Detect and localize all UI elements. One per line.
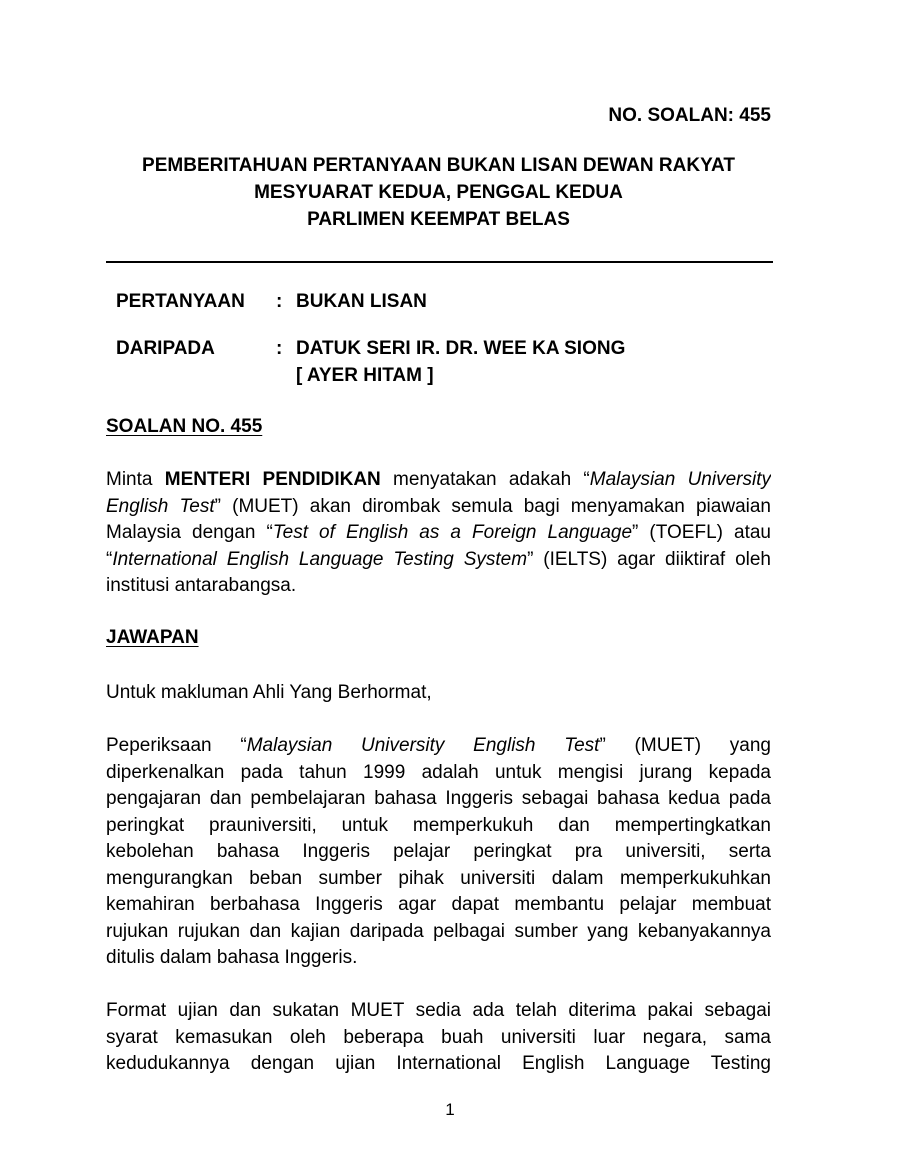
- greeting-line: Untuk makluman Ahli Yang Berhormat,: [106, 682, 432, 703]
- pertanyaan-colon: :: [276, 291, 283, 312]
- pertanyaan-value: BUKAN LISAN: [296, 291, 427, 312]
- question-line-4: “International English Language Testing System” (IELTS) agar diiktiraf oleh: [106, 548, 771, 570]
- header-divider: [106, 261, 773, 263]
- document-title: [106, 152, 771, 233]
- para1-line-2: diperkenalkan pada tahun 1999 adalah untuk mengisi jurang kepada: [106, 761, 771, 783]
- daripada-value: DATUK SERI IR. DR. WEE KA SIONG: [296, 338, 626, 359]
- title-line-3: PARLIMEN KEEMPAT BELAS: [307, 209, 570, 230]
- para2-line-2: syarat kemasukan oleh beberapa buah universiti luar negara, sama: [106, 1026, 771, 1048]
- title-line-1: PEMBERITAHUAN PERTANYAAN BUKAN LISAN DEWAN RAKYAT: [142, 155, 735, 176]
- question-line-3: Malaysia dengan “Test of English as a Foreign Language” (TOEFL) atau: [106, 522, 771, 543]
- para1-line-9: ditulis dalam bahasa Inggeris.: [106, 947, 358, 968]
- daripada-label: DARIPADA: [116, 338, 215, 359]
- para1-line-8: rujukan rujukan dan kajian daripada pelbagai sumber yang kebanyakannya: [106, 920, 771, 942]
- para1-line-1: Peperiksaan “Malaysian University English Test” (MUET) yang: [106, 735, 771, 756]
- para1-line-7: kemahiran berbahasa Inggeris agar dapat membantu pelajar membuat: [106, 894, 771, 915]
- daripada-colon: :: [276, 338, 283, 359]
- page-number: 1: [445, 1100, 455, 1119]
- question-line-2: English Test” (MUET) akan dirombak semula bagi menyamakan piawaian: [106, 495, 771, 517]
- para1-line-3: pengajaran dan pembelajaran bahasa Inggeris sebagai bahasa kedua pada: [106, 788, 771, 809]
- answer-paragraph-2: [106, 998, 771, 1078]
- para1-line-5: kebolehan bahasa Inggeris pelajar peringkat pra universiti, serta: [106, 841, 771, 862]
- answer-paragraph-1: [106, 733, 771, 972]
- question-line-1: Minta MENTERI PENDIDIKAN menyatakan adakah “Malaysian University: [106, 469, 771, 490]
- para1-line-4: peringkat prauniversiti, untuk memperkukuh dan mempertingkatkan: [106, 814, 771, 836]
- pertanyaan-label: PERTANYAAN: [116, 291, 245, 312]
- question-paragraph: [106, 467, 771, 600]
- title-line-2: MESYUARAT KEDUA, PENGGAL KEDUA: [254, 182, 623, 203]
- minister-name: MENTERI PENDIDIKAN: [164, 469, 381, 490]
- question-heading: SOALAN NO. 455: [106, 416, 263, 437]
- para2-line-1: Format ujian dan sukatan MUET sedia ada telah diterima pakai sebagai: [106, 1000, 771, 1021]
- question-number: NO. SOALAN: 455: [608, 105, 771, 126]
- daripada-constituency: [ AYER HITAM ]: [296, 365, 434, 386]
- para1-line-6: mengurangkan beban sumber pihak universiti dalam memperkukuhkan: [106, 867, 771, 889]
- answer-heading: JAWAPAN: [106, 627, 199, 648]
- para2-line-3: kedudukannya dengan ujian International English Language Testing: [106, 1053, 771, 1074]
- question-line-5: institusi antarabangsa.: [106, 575, 297, 596]
- greeting: [106, 680, 771, 707]
